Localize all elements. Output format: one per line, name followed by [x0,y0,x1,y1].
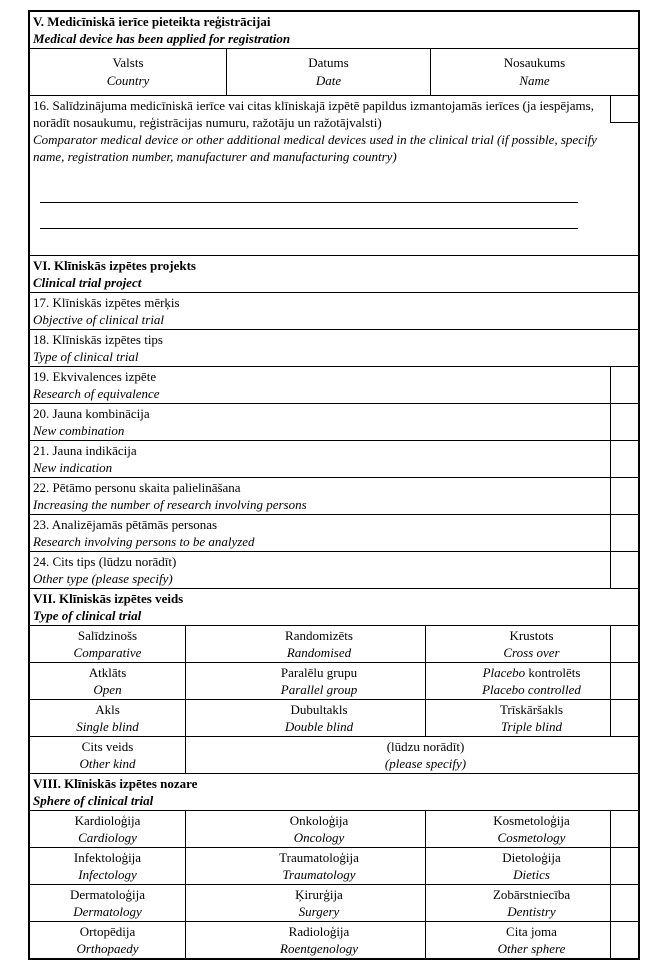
write-in-line[interactable] [40,177,578,203]
checkbox-traumatology[interactable] [425,848,453,884]
item-23-label-en: Research involving persons to be analyzed [33,534,255,549]
item-23 [30,514,638,551]
item-17-label-lv: 17. Klīniskās izpētes mērķis [33,295,180,310]
checkbox-other-sphere[interactable] [610,922,638,958]
checkbox-open[interactable] [185,663,213,699]
option-parallel-group: Paralēlu grupu Parallel group [280,665,358,697]
option-roentgenology: Radioloģija Roentgenology [280,924,358,956]
section-vi-header [30,255,638,292]
section-viii-title-en: Sphere of clinical trial [33,793,154,808]
item-19-label-en: Research of equivalence [33,386,160,401]
checkbox-oncology[interactable] [425,811,453,847]
checkbox-triple-blind[interactable] [610,700,638,736]
checkbox-cosmetology[interactable] [610,811,638,847]
item-24 [30,551,638,588]
section-vi-title-lv: VI. Klīniskās izpētes projekts [33,258,196,273]
column-header-name: Nosaukums Name [430,49,638,95]
item-22-label-en: Increasing the number of research involving persons [33,497,307,512]
checkbox-dentistry[interactable] [610,885,638,921]
item-17-label-en: Objective of clinical trial [33,312,165,327]
checkbox-item-16[interactable] [610,96,638,123]
checkbox-randomised[interactable] [425,626,453,662]
checkbox-orthopaedy[interactable] [185,922,213,958]
checkbox-item-21[interactable] [610,441,638,477]
section-v-title-en: Medical device has been applied for registration [33,31,291,46]
section-vii-title-en: Type of clinical trial [33,608,142,623]
trial-type-row-3 [30,699,638,736]
option-dermatology: Dermatoloģija Dermatology [69,887,146,919]
trial-type-row-1 [30,625,638,662]
item-22 [30,477,638,514]
item-24-label-lv: 24. Cits tips (lūdzu norādīt) [33,554,177,569]
item-16-label-en: Comparator medical device or other additional medical devices used in the clinical trial (if possible, specify name, registration number, manufacturer and manufacturing country) [33,132,597,164]
item-20-label-lv: 20. Jauna kombinācija [33,406,150,421]
item-17 [30,292,638,329]
checkbox-item-22[interactable] [610,478,638,514]
option-other-sphere: Cita joma Other sphere [497,924,566,956]
option-triple-blind: Trīskāršakls Triple blind [499,702,564,734]
option-traumatology: Traumatoloģija Traumatology [279,850,359,882]
checkbox-item-24[interactable] [610,552,638,588]
checkbox-cardiology[interactable] [185,811,213,847]
checkbox-roentgenology[interactable] [425,922,453,958]
option-oncology: Onkoloģija Oncology [289,813,349,845]
checkbox-item-23[interactable] [610,515,638,551]
item-24-label-en: Other type (please specify) [33,571,173,586]
item-23-label-lv: 23. Analizējamās pētāmās personas [33,517,218,532]
option-surgery: Ķirurģija Surgery [295,887,343,919]
item-21-label-en: New indication [33,460,113,475]
device-registration-header-row [30,48,638,95]
option-placebo-controlled: Placebo kontrolēts Placebo controlled [482,665,581,697]
option-infectology: Infektoloģija Infectology [73,850,142,882]
checkbox-cross-over[interactable] [610,626,638,662]
checkbox-item-19[interactable] [610,367,638,403]
column-header-date: Datums Date [226,49,430,95]
section-viii-header [30,773,638,810]
option-dietics: Dietoloģija Dietics [502,850,561,882]
option-cardiology: Kardioloģija Cardiology [74,813,141,845]
item-21 [30,440,638,477]
checkbox-parallel-group[interactable] [425,663,453,699]
option-open: Atklāts Open [88,665,127,697]
option-other-kind: Cits veids Other kind [79,739,136,771]
item-20-label-en: New combination [33,423,125,438]
item-19-label-lv: 19. Ekvivalences izpēte [33,369,157,384]
trial-type-row-2 [30,662,638,699]
option-randomised: Randomizēts Randomised [285,628,353,660]
checkbox-infectology[interactable] [185,848,213,884]
section-v-title-lv: V. Medicīniskā ierīce pieteikta reģistrācijai [33,14,271,29]
section-viii-title-lv: VIII. Klīniskās izpētes nozare [33,776,198,791]
item-19 [30,366,638,403]
section-v-header [30,12,638,48]
item-20 [30,403,638,440]
option-single-blind: Akls Single blind [76,702,139,734]
column-header-country: Valsts Country [106,55,150,88]
checkbox-placebo-controlled[interactable] [610,663,638,699]
section-vii-header [30,588,638,625]
checkbox-double-blind[interactable] [425,700,453,736]
item-16-label-lv: 16. Salīdzinājuma medicīniskā ierīce vai citas klīniskajā izpētē papildus izmantojamās ierīces (ja iespējams, norādīt nosaukumu, reģistrācijas numuru, ražotāju un ražotājvalsti) [33,98,594,130]
checkbox-other-kind[interactable] [185,737,213,773]
option-cosmetology: Kosmetoloģija Cosmetology [493,813,570,845]
option-orthopaedy: Ortopēdija Orthopaedy [76,924,139,956]
sphere-row-2 [30,847,638,884]
registration-form [28,10,640,960]
checkbox-comparative[interactable] [185,626,213,662]
item-18-label-en: Type of clinical trial [33,349,139,364]
sphere-row-1 [30,810,638,847]
item-18 [30,329,638,366]
item-21-label-lv: 21. Jauna indikācija [33,443,137,458]
checkbox-dietics[interactable] [610,848,638,884]
trial-type-other-row [30,736,638,773]
section-vii-title-lv: VII. Klīniskās izpētes veids [33,591,184,606]
checkbox-item-20[interactable] [610,404,638,440]
sphere-row-3 [30,884,638,921]
section-vi-title-en: Clinical trial project [33,275,142,290]
option-dentistry: Zobārstniecība Dentistry [492,887,571,919]
sphere-row-4 [30,921,638,958]
item-22-label-lv: 22. Pētāmo personu skaita palielināšana [33,480,241,495]
option-comparative: Salīdzinošs Comparative [73,628,142,660]
write-in-line[interactable] [40,203,578,229]
checkbox-single-blind[interactable] [185,700,213,736]
option-double-blind: Dubultakls Double blind [284,702,354,734]
option-cross-over: Krustots Cross over [503,628,560,660]
item-16 [30,95,638,255]
other-kind-specify[interactable]: (lūdzu norādīt) (please specify) [384,739,467,771]
checkbox-dermatology[interactable] [185,885,213,921]
checkbox-surgery[interactable] [425,885,453,921]
item-18-label-lv: 18. Klīniskās izpētes tips [33,332,163,347]
